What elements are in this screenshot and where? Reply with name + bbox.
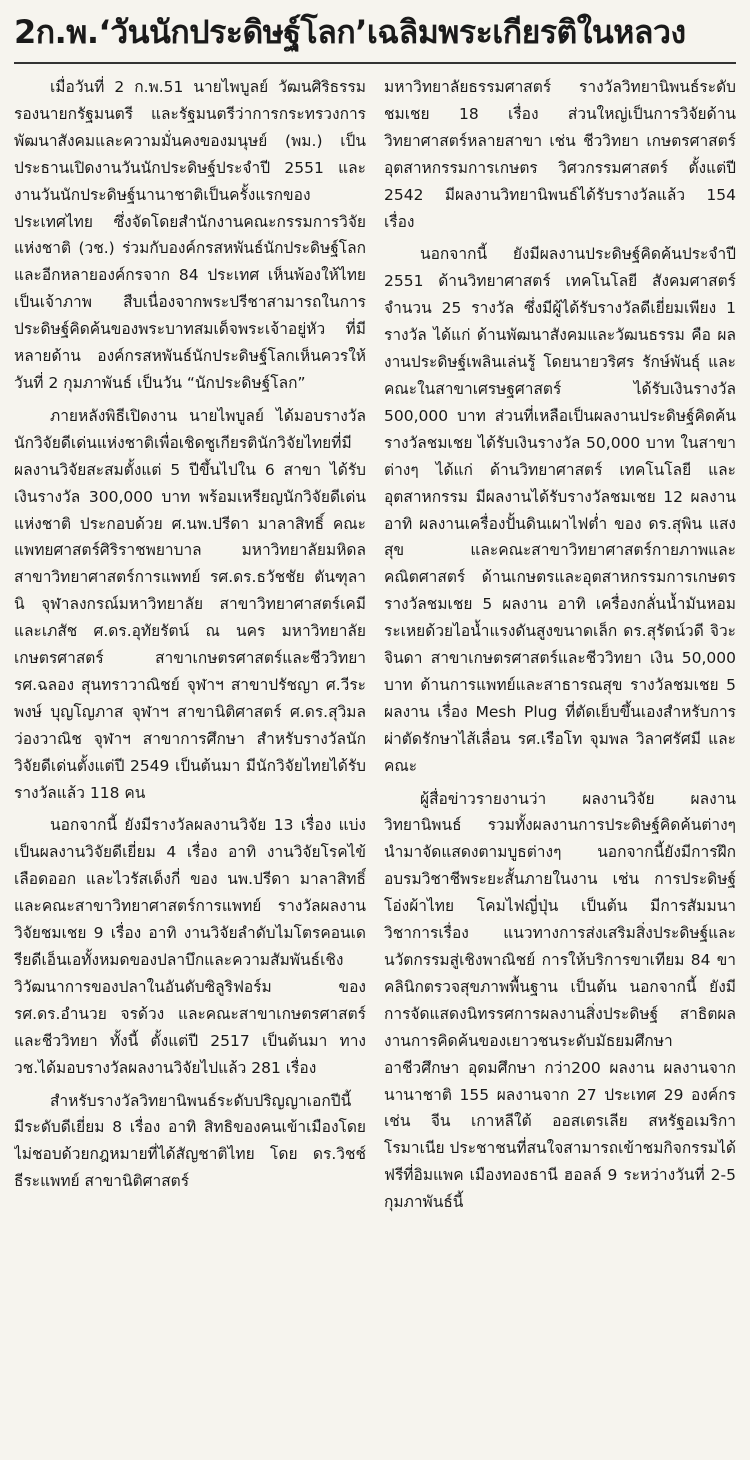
paragraph-continued: มหาวิทยาลัยธรรมศาสตร์ รางวัลวิทยานิพนธ์ระดับชมเชย 18 เรื่อง ส่วนใหญ่เป็นการวิจัยด้านวิทยาศาสตร์หลายสาขา เช่น ชีววิทยา เกษตรศาสตร์ อุตสาหกรรมการเกษตร วิศวกรรมศาสตร์ ตั้งแต่ปี 2542 มีผลงานวิทยานิพนธ์ได้รับรางวัลแล้ว 154 เรื่อง bbox=[384, 78, 736, 231]
paragraph: เมื่อวันที่ 2 ก.พ.51 นายไพบูลย์ วัฒนศิริธรรม รองนายกรัฐมนตรี และรัฐมนตรีว่าการกระทรวงการพัฒนาสังคมและความมั่นคงของมนุษย์ (พม.) เป็นประธานเปิดงานวันนักประดิษฐ์ประจำปี 2551 และงานวันนักประดิษฐ์นานาชาติเป็นครั้งแรกของประเทศไทย ซึ่งจัดโดยสำนักงานคณะกรรมการวิจัยแห่งชาติ (วช.) ร่วมกับองค์กรสหพันธ์นักประดิษฐ์โลก และอีกหลายองค์กรจาก 84 ประเทศ เห็นพ้องให้ไทยเป็นเจ้าภาพ สืบเนื่องจากพระปรีชาสามารถในการประดิษฐ์คิดค้นของพระบาทสมเด็จพระเจ้าอยู่หัว ที่มีหลายด้าน องค์กรสหพันธ์นักประดิษฐ์โลกเห็นควรให้วันที่ 2 กุมภาพันธ์ เป็นวัน “นักประดิษฐ์โลก” bbox=[14, 78, 366, 392]
left-column bbox=[14, 74, 366, 1454]
article-body bbox=[14, 74, 736, 1454]
paragraph: ภายหลังพิธีเปิดงาน นายไพบูลย์ ได้มอบรางวัลนักวิจัยดีเด่นแห่งชาติเพื่อเชิดชูเกียรตินักวิจัยไทยที่มีผลงานวิจัยสะสมตั้งแต่ 5 ปีขึ้นไปใน 6 สาขา ได้รับเงินรางวัล 300,000 บาท พร้อมเหรียญนักวิจัยดีเด่นแห่งชาติ ประกอบด้วย ศ.นพ.ปรีดา มาลาสิทธิ์ คณะแพทยศาสตร์ศิริราชพยาบาล มหาวิทยาลัยมหิดล สาขาวิทยาศาสตร์การแพทย์ รศ.ดร.ธวัชชัย ตันฑุลานิ จุฬาลงกรณ์มหาวิทยาลัย สาขาวิทยาศาสตร์เคมีและเภสัช ศ.ดร.อุทัยรัตน์ ณ นคร มหาวิทยาลัยเกษตรศาสตร์ สาขาเกษตรศาสตร์และชีววิทยา รศ.ฉลอง สุนทราวาณิชย์ จุฬาฯ สาขาปรัชญา ศ.วีระพงษ์ บุญโญภาส จุฬาฯ สาขานิติศาสตร์ ศ.ดร.สุวิมล ว่องวาณิช จุฬาฯ สาขาการศึกษา สำหรับรางวัลนักวิจัยดีเด่นตั้งแต่ปี 2549 เป็นต้นมา มีนักวิจัยไทยได้รับรางวัลแล้ว 118 คน bbox=[14, 406, 366, 802]
paragraph: ผู้สื่อข่าวรายงานว่า ผลงานวิจัย ผลงานวิทยานิพนธ์ รวมทั้งผลงานการประดิษฐ์คิดค้นต่างๆ นำมาจัดแสดงตามบูธต่างๆ นอกจากนี้ยังมีการฝึกอบรมวิชาชีพระยะสั้นภายในงาน เช่น การประดิษฐ์โอ่งผ้าไทย โคมไฟญี่ปุ่น เป็นต้น มีการสัมมนาวิชาการเรื่อง แนวทางการส่งเสริมสิ่งประดิษฐ์และนวัตกรรมสู่เชิงพาณิชย์ การให้บริการขาเทียม 84 ขา คลินิกตรวจสุขภาพพื้นฐาน เป็นต้น นอกจากนี้ ยังมีการจัดแสดงนิทรรศการผลงานสิ่งประดิษฐ์ สาธิตผลงานการคิดค้นของเยาวชนระดับมัธยมศึกษา อาชีวศึกษา อุดมศึกษา กว่า200 ผลงาน ผลงานจากนานาชาติ 155 ผลงานจาก 27 ประเทศ 29 องค์กร เช่น จีน เกาหลีใต้ ออสเตรเลีย สหรัฐอเมริกา โรมาเนีย ประชาชนที่สนใจสามารถเข้าชมกิจกรรมได้ฟรีที่อิมแพค เมืองทองธานี ฮอลล์ 9 ระหว่างวันที่ 2-5 กุมภาพันธ์นี้ bbox=[384, 789, 736, 1212]
paragraph: นอกจากนี้ ยังมีผลงานประดิษฐ์คิดค้นประจำปี 2551 ด้านวิทยาศาสตร์ เทคโนโลยี สังคมศาสตร์ จำนวน 25 รางวัล ซึ่งมีผู้ได้รับรางวัลดีเยี่ยมเพียง 1 รางวัล ได้แก่ ด้านพัฒนาสังคมและวัฒนธรรม คือ ผลงานประดิษฐ์เพลินเล่นรู้ โดยนายวริศร รักษ์พันธุ์ และคณะในสาขาเศรษฐศาสตร์ ได้รับเงินรางวัล 500,000 บาท ส่วนที่เหลือเป็นผลงานประดิษฐ์คิดค้นรางวัลชมเชย ได้รับเงินรางวัล 50,000 บาท ในสาขาต่างๆ ได้แก่ ด้านวิทยาศาสตร์ เทคโนโลยี และอุตสาหกรรม มีผลงานได้รับรางวัลชมเชย 12 ผลงาน อาทิ ผลงานเครื่องปั้นดินเผาไฟต่ำ ของ ดร.สุพิน แสงสุข และคณะสาขาวิทยาศาสตร์กายภาพและคณิตศาสตร์ ด้านเกษตรและอุตสาหกรรมการเกษตร รางวัลชมเชย 5 ผลงาน อาทิ เครื่องกลั่นน้ำมันหอมระเหยด้วยไอน้ำแรงดันสูงขนาดเล็ก ดร.สุรัตน์วดี จิวะจินดา สาขาเกษตรศาสตร์และชีววิทยา เงิน 50,000 บาท ด้านการแพทย์และสาธารณสุข รางวัลชมเชย 5 ผลงาน เรื่อง Mesh Plug ที่ตัดเย็บขึ้นเองสำหรับการผ่าตัดรักษาไส้เลื่อน รศ.เรือโท จุมพล วิลาศรัศมี และคณะ bbox=[384, 245, 736, 775]
paragraph: สำหรับรางวัลวิทยานิพนธ์ระดับปริญญาเอกปีนี้ มีระดับดีเยี่ยม 8 เรื่อง อาทิ สิทธิของคนเข้าเมืองโดยไม่ชอบด้วยกฎหมายที่ได้สัญชาติไทย โดย ดร.วิชช์ ธีระแพทย์ สาขานิติศาสตร์ bbox=[14, 1091, 366, 1191]
headline: 2ก.พ.‘วันนักประดิษฐ์โลก’เฉลิมพระเกียรติในหลวง bbox=[14, 6, 736, 64]
paragraph: นอกจากนี้ ยังมีรางวัลผลงานวิจัย 13 เรื่อง แบ่งเป็นผลงานวิจัยดีเยี่ยม 4 เรื่อง อาทิ งานวิจัยโรคไข้เลือดออก และไวรัสเด็งกี่ ของ นพ.ปรีดา มาลาสิทธิ์ และคณะสาขาวิทยาศาสตร์การแพทย์ รางวัลผลงานวิจัยชมเชย 9 เรื่อง อาทิ งานวิจัยลำดับไมโตรคอนเดรียดีเอ็นเอทั้งหมดของปลาบึกและความสัมพันธ์เชิงวิวัฒนาการของปลาในอันดับซิลูริฟอร์ม ของ รศ.ดร.อำนวย จรด้วง และคณะสาขาเกษตรศาสตร์และชีววิทยา ทั้งนี้ ตั้งแต่ปี 2517 เป็นต้นมา ทาง วช.ได้มอบรางวัลผลงานวิจัยไปแล้ว 281 เรื่อง bbox=[14, 816, 366, 1077]
right-column bbox=[384, 74, 736, 1454]
